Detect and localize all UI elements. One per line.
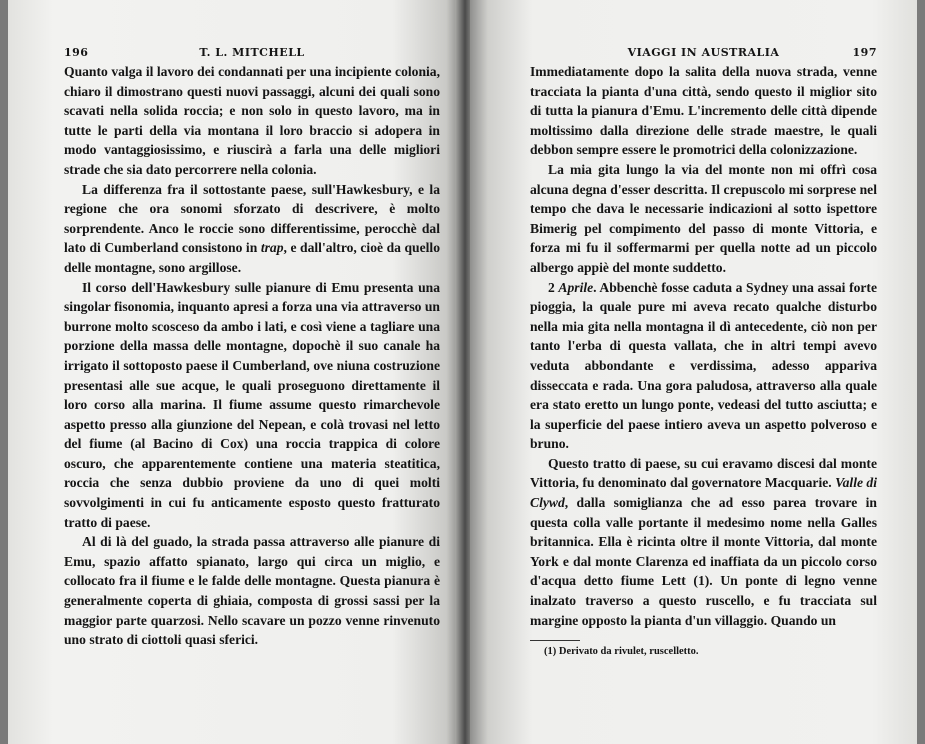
paragraph: La differenza fra il sottostante paese, sull'Hawkesbury, e la regione che ora sonomi sforzato di descrivere, è molto sorprendente. Anco le roccie sono differentissime, perocchè dal lato di Cumberland consistono in trap, e dall'altro, cioè da quello delle montagne, sono argillose. [64, 181, 441, 275]
right-page-header [530, 40, 877, 62]
page-number: 196 [64, 46, 89, 59]
footnote-rule [530, 640, 580, 641]
paragraph: Immediatamente dopo la salita della nuova strada, venne tracciata la pianta d'una città, sendo questo il miglior sito di tutta la pianura d'Emu. L'incremento delle città dipende moltissimo dalla direzione delle strade maestre, le quali debbon sempre essere le promotrici della colonizzazione. [530, 64, 877, 158]
paragraph: 2 Aprile. Abbenchè fosse caduta a Sydney una assai forte pioggia, la quale pure mi aveva recato qualche disturbo nella mia gita nella montagna il dì antecedente, ciò non per tanto l'erba di questa vallata, che in altri tempi avevo veduta abbondante e verdissima, adesso appariva disseccata e rada. Una gora paludosa, attraverso alla quale era stato eretto un lungo ponte, vedeasi del tutto asciutta; e la superficie del paese intiero aveva un aspetto polveroso e bruno. [530, 279, 877, 452]
running-head: T. L. MITCHELL [199, 46, 305, 59]
running-head: VIAGGI IN AUSTRALIA [627, 46, 780, 59]
italic-text: Aprile [558, 279, 594, 295]
right-page [470, 0, 917, 744]
italic-text: trap [260, 240, 284, 256]
left-page-header [64, 40, 440, 62]
page-number: 197 [852, 46, 877, 59]
paragraph: Al di là del guado, la strada passa attraverso alle pianure di Emu, spazio affatto spianato, largo qui circa un miglio, e collocato fra il fiume e le falde delle montagne. Questa pianura è generalmente coperta di ghiaia, composta di grossi sassi per la maggior parte quarzosi. Nello scavare un pozzo venne rinvenuto uno strato di ciottoli quasi sferici. [64, 534, 440, 648]
paragraph: Il corso dell'Hawkesbury sulle pianure di Emu presenta una singolar fisonomia, inquanto apresi a forza una via attraverso un burrone molto scosceso da ambo i lati, e così viene a tagliare una porzione della massa delle montagne, dopochè il suo canale ha irrigato il sottoposto paese il Cumberland, ove niuna costruzione presentasi alle sue acque, le quali proseguono direttamente il loro corso alla marina. Il fiume assume questo rimarchevole aspetto presso alla giunzione del Nepean, e colà trovasi nel letto del fiume (al Bacino di Cox) una roccia trappica di colore oscuro, che apparentemente contiene una materia steatitica, roccia che senza dubbio proviene da uno di quei molti sovvolgimenti in cui fu anticamente esposto questo fratturato tratto di paese. [64, 279, 440, 530]
left-page [8, 0, 460, 744]
left-page-body [64, 62, 440, 650]
footnote: (1) Derivato da rivulet, ruscelletto. [544, 646, 699, 658]
italic-text: rivulet [614, 646, 645, 658]
italic-text: Valle di Clywd [530, 475, 877, 511]
paragraph: La mia gita lungo la via del monte non mi offrì cosa alcuna degna d'esser descritta. Il crepuscolo mi sorprese nel tempo che dava le necessarie indicazioni al sotto ispettore Bimerig pel compimento del passo di monte Vittoria, e forza mi fu il soffermarmi per quella notte ad un piccolo albergo appiè del monte suddetto. [530, 161, 877, 275]
paragraph: Quanto valga il lavoro dei condannati per una incipiente colonia, chiaro il dimostrano questi nuovi passaggi, alcuni dei quali sono scavati nella solida roccia; e non solo in questo lavoro, ma in tutte le parti della via montana il loro braccio si adopera in modo vantaggiosissimo, e riuscirà a farla una delle migliori strade che sia dato percorrere nella colonia. [64, 64, 440, 177]
right-page-body [530, 62, 877, 630]
paragraph: Questo tratto di paese, su cui eravamo discesi dal monte Vittoria, fu denominato dal governatore Macquarie. Valle di Clywd, dalla somiglianza che ad esso parea trovare in questa colla valle portante il medesimo nome nella Galles britannica. Ella è ricinta oltre il monte Vittoria, dal monte York e dal monte Clarenza ed inaffiata da un piccolo corso d'acqua detto fiume Lett (1). Un ponte di legno venne inalzato traverso a questo ruscello, e fu tracciata sul margine opposto la pianta d'un villaggio. Quando un [530, 455, 877, 628]
